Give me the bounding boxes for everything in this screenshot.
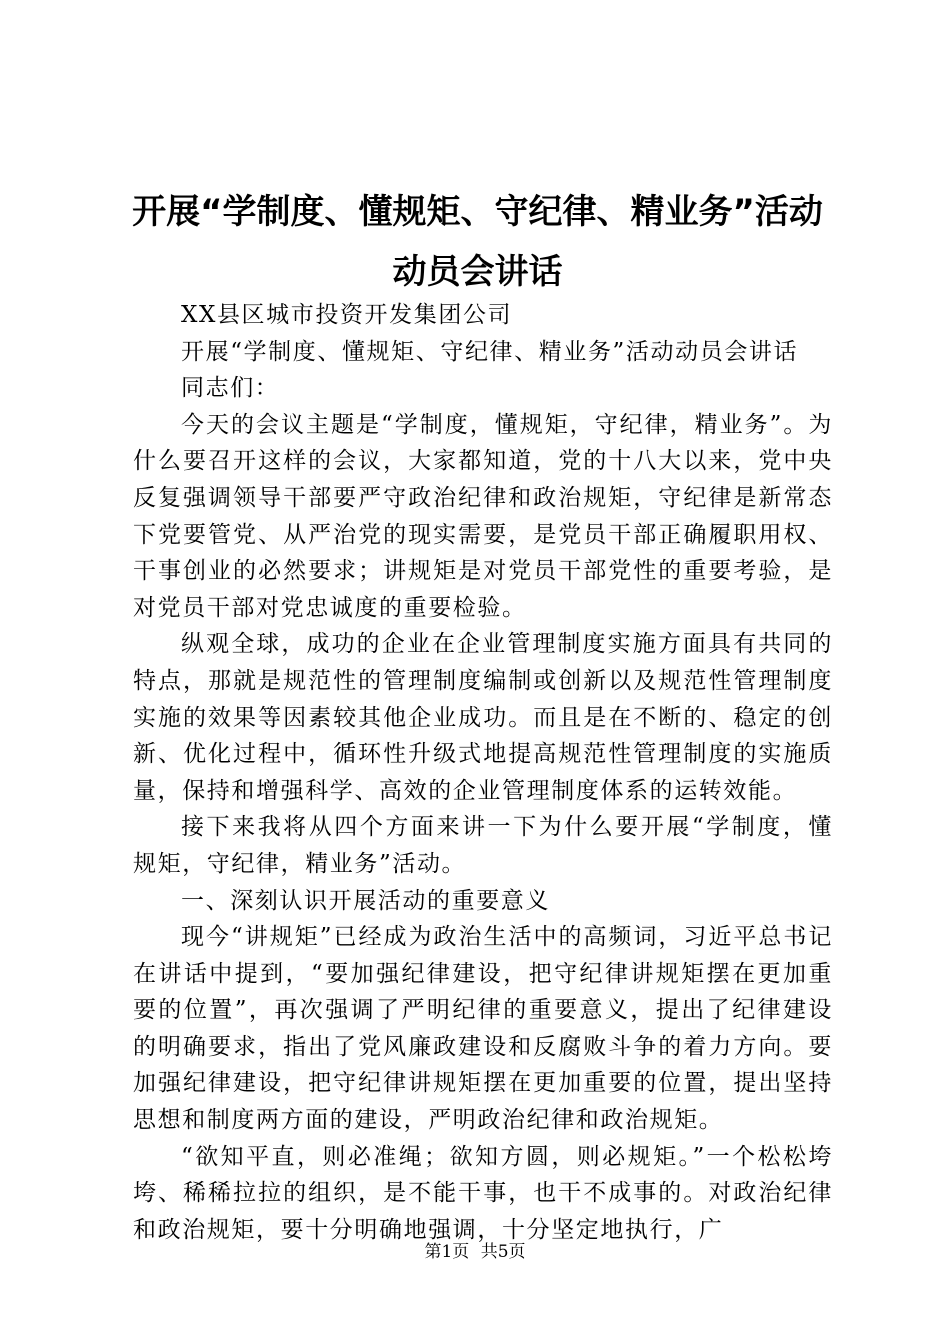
paragraph-intro: 今天的会议主题是“学制度，懂规矩，守纪律，精业务”。为什么要召开这样的会议，大家都知道，党的十八大以来，党中央反复强调领导干部要严守政治纪律和政治规矩，守纪律是新常态下党要管党、从严治党的现实需要，是党员干部正确履职用权、干事创业的必然要求；讲规矩是对党员干部党性的重要考验，是对党员干部对党忠诚度的重要检验。 xyxy=(133,411,833,621)
document-title: 开展“学制度、懂规矩、守纪律、精业务”活动动员会讲话 xyxy=(132,192,823,292)
salutation: 同志们： xyxy=(181,375,280,402)
page-footer xyxy=(0,1240,950,1264)
company-line: XX县区城市投资开发集团公司 xyxy=(181,302,513,328)
subtitle-line: 开展“学制度、懂规矩、守纪律、精业务”活动动员会讲话 xyxy=(181,338,799,365)
paragraph-quote: “欲知平直，则必准绳；欲知方圆，则必规矩。”一个松松垮垮、稀稀拉拉的组织，是不能干事，也干不成事的。对政治纪律和政治规矩，要十分明确地强调，十分坚定地执行，广 xyxy=(133,1143,833,1243)
paragraph-global: 纵观全球，成功的企业在企业管理制度实施方面具有共同的特点，那就是规范性的管理制度编制或创新以及规范性管理制度实施的效果等因素较其他企业成功。而且是在不断的、稳定的创新、优化过程中，循环性升级式地提高规范性管理制度的实施质量，保持和增强科学、高效的企业管理制度体系的运转效能。 xyxy=(133,631,833,804)
section-heading-1: 一、深刻认识开展活动的重要意义 xyxy=(181,887,550,914)
page-total: 共5页 xyxy=(480,1242,526,1262)
document-body xyxy=(133,297,833,1248)
paragraph-outline: 接下来我将从四个方面来讲一下为什么要开展“学制度，懂规矩，守纪律，精业务”活动。 xyxy=(133,814,833,877)
paragraph-rules: 现今“讲规矩”已经成为政治生活中的高频词，习近平总书记在讲话中提到，“要加强纪律建设，把守纪律讲规矩摆在更加重要的位置”，再次强调了严明纪律的重要意义，提出了纪律建设的明确要求，指出了党风廉政建设和反腐败斗争的着力方向。要加强纪律建设，把守纪律讲规矩摆在更加重要的位置，提出坚持思想和制度两方面的建设，严明政治纪律和政治规矩。 xyxy=(133,924,833,1134)
page-number: 第1页 xyxy=(424,1242,470,1262)
